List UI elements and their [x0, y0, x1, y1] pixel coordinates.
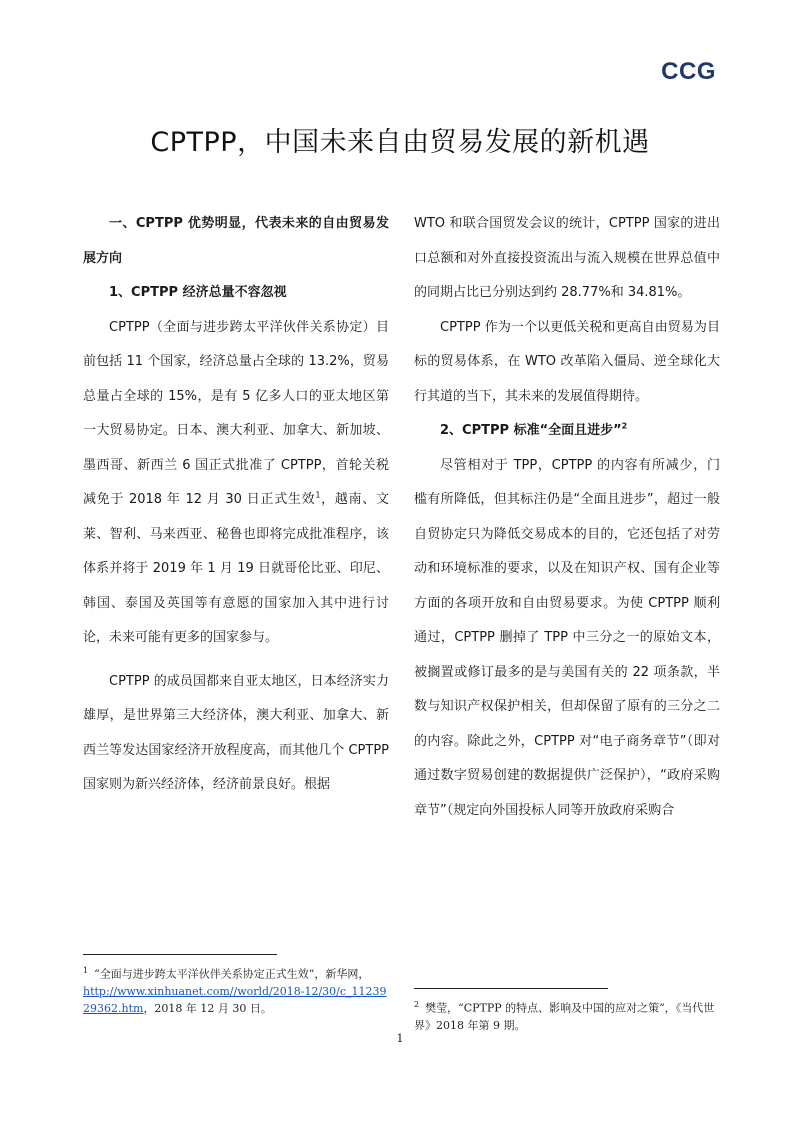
footnote-1	[83, 962, 393, 1017]
footnote-ref-2[interactable]: 2	[621, 421, 628, 431]
paragraph-outlook: CPTPP 作为一个以更低关税和更高自由贸易为目标的贸易体系，在 WTO 改革陷入僵局、逆全球化大行其道的当下，其未来的发展值得期待。	[414, 319, 720, 404]
footnote-1-text: “全面与进步跨太平洋伙伴关系协定正式生效”，新华网，	[94, 967, 370, 981]
page-number: 1	[396, 1032, 404, 1045]
ccg-logo: CCG	[661, 58, 716, 85]
footnote-1-date: ，2018 年 12 月 30 日。	[143, 1001, 272, 1015]
footnote-divider-right	[414, 988, 608, 989]
footnote-2	[414, 996, 724, 1034]
paragraph-standards: 尽管相对于 TPP，CPTPP 的内容有所减少，门槛有所降低，但其标注仍是“全面且进步”，超过一般自贸协定只为降低交易成本的目的，它还包括了对劳动和环境标准的要求，以及在知识产权、国有企业等方面的各项开放和自由贸易要求。为使 CPTPP 顺利通过，CPTPP 删掉了 TPP 中三分之一的原始文本，被搁置或修订最多的是与美国有关的 22 项条款，半数与知识产权保护相关，但却保留了原有的三分之二的内容。除此之外，CPTPP 对“电子商务章节”（即对通过数字贸易创建的数据提供广泛保护），“政府采购章节”（规定向外国投标人同等开放政府采购合	[414, 457, 720, 818]
paragraph-economy-part-b: ，越南、文莱、智利、马来西亚、秘鲁也即将完成批准程序，该体系并将于 2019 年 1 月 19 日就哥伦比亚、印尼、韩国、泰国及英国等有意愿的国家加入其中进行讨论，未来可能有更多的国家参与。	[83, 492, 389, 645]
footnote-2-text: 樊莹，“CPTPP 的特点、影响及中国的应对之策”，《当代世界》2018 年第 9 期。	[414, 1001, 715, 1032]
footnote-2-number: 2	[414, 1000, 420, 1009]
subsection-heading-2-text: 2、CPTPP 标准“全面且进步”	[440, 423, 622, 438]
footnote-1-link[interactable]: http://www.xinhuanet.com//world/2018-12/30/c_1123929362.htm	[83, 984, 387, 1015]
paragraph-economy	[83, 311, 389, 656]
footnote-ref-1[interactable]: 1	[315, 490, 321, 500]
subsection-heading-1: 1、CPTPP 经济总量不容忽视	[109, 285, 287, 300]
footnote-1-number: 1	[83, 966, 89, 975]
paragraph-economy-part-a: CPTPP（全面与进步跨太平洋伙伴关系协定）目前包括 11 个国家，经济总量占全球的 13.2%，贸易总量占全球的 15%，是有 5 亿多人口的亚太地区第一大贸易协定。日本、澳大利亚、加拿大、新加坡、墨西哥、新西兰 6 国正式批准了 CPTPP，首轮关税减免于 2018 年 12 月 30 日正式生效	[83, 319, 389, 507]
paragraph-members: CPTPP 的成员国都来自亚太地区，日本经济实力雄厚，是世界第三大经济体，澳大利亚、加拿大、新西兰等发达国家经济开放程度高，而其他几个 CPTPP 国家则为新兴经济体，经济前景良好。根据	[83, 673, 389, 792]
subsection-heading-2	[414, 414, 720, 449]
page-title: CPTPP，中国未来自由贸易发展的新机遇	[150, 127, 650, 158]
left-column	[83, 207, 389, 803]
paragraph-members-continued: WTO 和联合国贸发会议的统计，CPTPP 国家的进出口总额和对外直接投资流出与流入规模在世界总值中的同期占比已分别达到约 28.77%和 34.81%。	[414, 216, 720, 300]
right-column	[414, 207, 720, 828]
footnote-divider-left	[83, 954, 277, 955]
section-heading-1: 一、CPTPP 优势明显，代表未来的自由贸易发展方向	[83, 216, 389, 266]
